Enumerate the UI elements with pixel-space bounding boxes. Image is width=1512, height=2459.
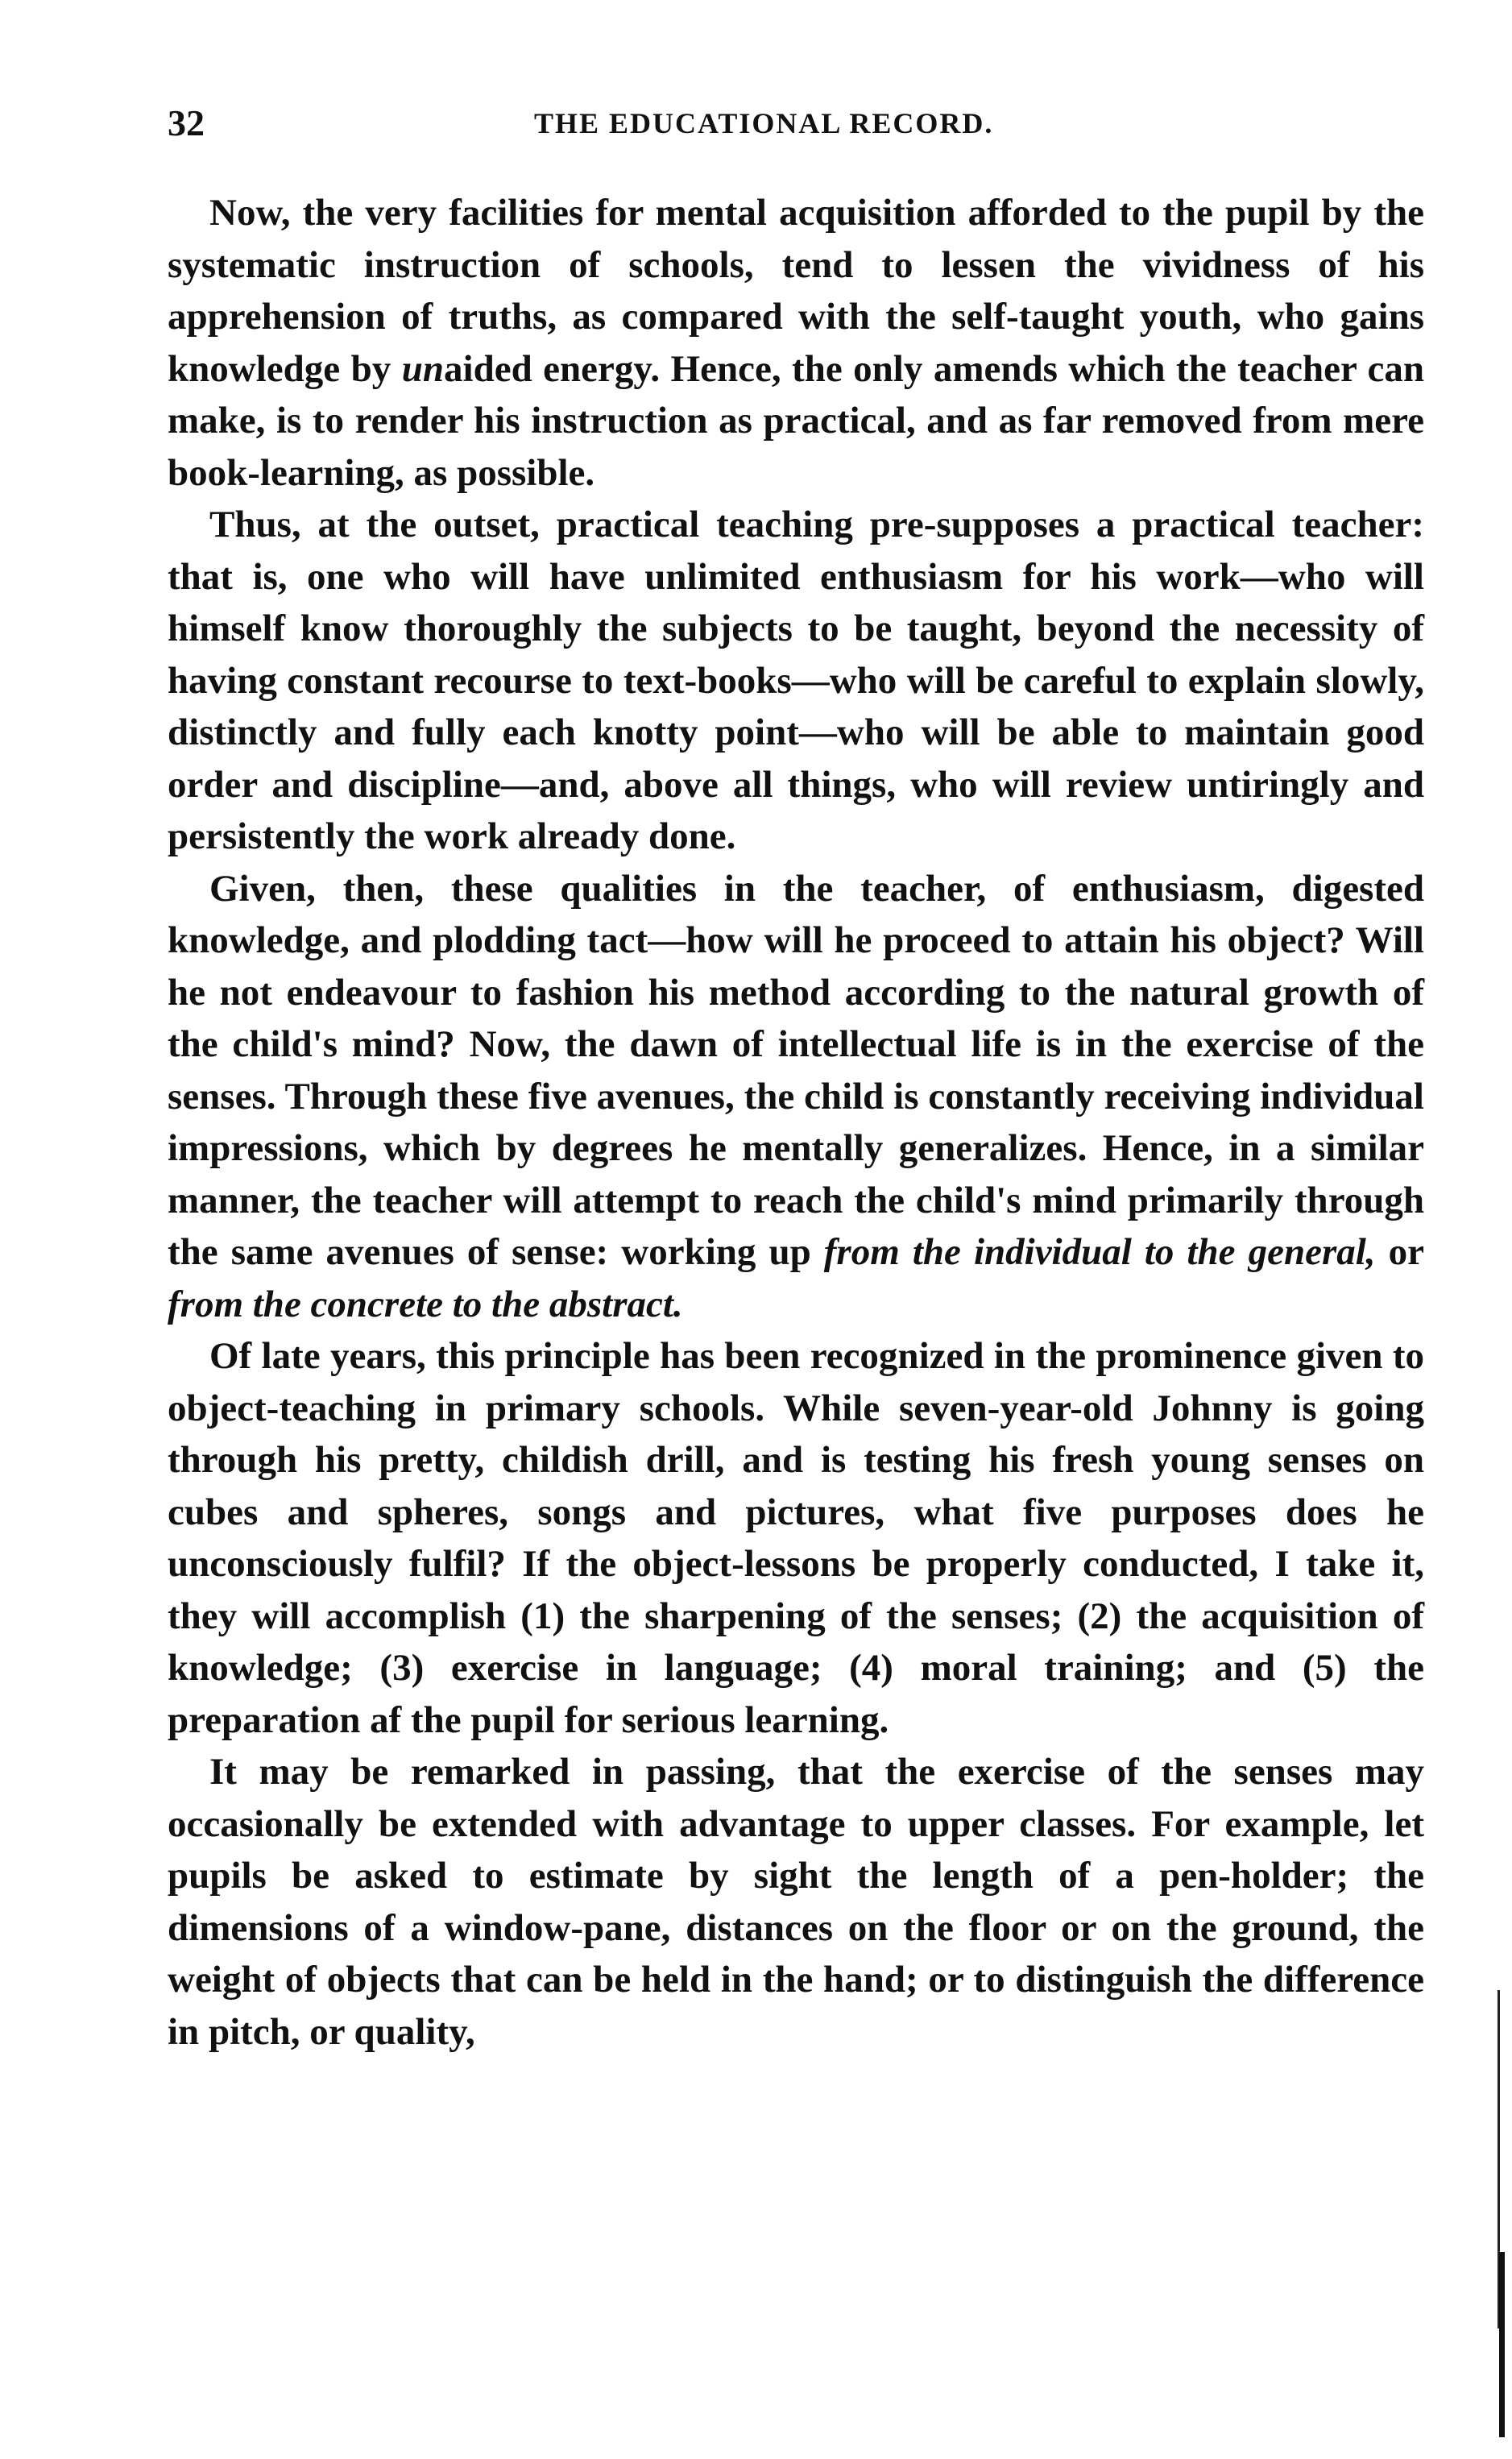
- paragraph-3: [168, 863, 1424, 1331]
- page-number: 32: [168, 102, 205, 143]
- running-title: THE EDUCATIONAL RECORD.: [534, 107, 994, 139]
- paragraph-5-text: It may be remarked in passing, that the exercise of the senses may occasionally be extended with advantage to upper classes. For example, let pupils be asked to estimate by sight the length of a pen-holder; the dimensions of a window-pane, distances on the floor or on the ground, the weight of objects that can be held in the hand; or to distinguish the difference in pitch, or quality,: [168, 1751, 1424, 2053]
- paragraph-1-text: Now, the very facilities for mental acquisition afforded to the pupil by the systematic instruction of schools, tend to lessen the vividness of his apprehension of truths, as compared with the self-taught youth, who gains knowledge by: [168, 192, 1424, 390]
- paragraph-5: [168, 1746, 1424, 2058]
- emphasis-unaided: un: [401, 347, 445, 390]
- page: [168, 95, 1424, 2058]
- emphasis-individual-general: from the individual to the general,: [823, 1231, 1376, 1273]
- paragraph-3-connector: or: [1375, 1231, 1424, 1273]
- margin-rule-thick: [1499, 2252, 1505, 2437]
- paragraph-4: [168, 1330, 1424, 1746]
- paragraph-2-text: Thus, at the outset, practical teaching pre-supposes a practical teacher: that is, one who will have unlimited enthusiasm for his work—who will himself know thoroughly the subjects to be taught, beyond the necessity of having constant recourse to text-books—who will be careful to explain slowly, distinctly and fully each knotty point—who will be able to maintain good order and discipline—and, above all things, who will review untiringly and persistently the work already done.: [168, 504, 1424, 857]
- paragraph-1: [168, 187, 1424, 499]
- paragraph-1-continued: aided energy. Hence, the only amends which the teacher can make, is to render his instruction as practical, and as far removed from mere book-learning, as possible.: [168, 347, 1424, 494]
- paragraph-2: [168, 499, 1424, 863]
- emphasis-concrete-abstract: from the concrete to the abstract.: [168, 1283, 683, 1325]
- paragraph-3-text: Given, then, these qualities in the teacher, of enthusiasm, digested knowledge, and plodding tact—how will he proceed to attain his object? Will he not endeavour to fashion his method according to the natural growth of the child's mind? Now, the dawn of intellectual life is in the exercise of the senses. Through these five avenues, the child is constantly receiving individual impressions, which by degrees he mentally generalizes. Hence, in a similar manner, the teacher will attempt to reach the child's mind primarily through the same avenues of sense: working up: [168, 867, 1424, 1273]
- paragraph-4-text: Of late years, this principle has been recognized in the prominence given to object-teaching in primary schools. While seven-year-old Johnny is going through his pretty, childish drill, and is testing his fresh young senses on cubes and spheres, songs and pictures, what five purposes does he unconsciously fulfil? If the object-lessons be properly conducted, I take it, they will accomplish (1) the sharpening of the senses; (2) the acquisition of knowledge; (3) exercise in language; (4) moral training; and (5) the preparation af the pupil for serious learning.: [168, 1335, 1424, 1741]
- page-header: [168, 95, 1424, 151]
- body-text: [168, 187, 1424, 2058]
